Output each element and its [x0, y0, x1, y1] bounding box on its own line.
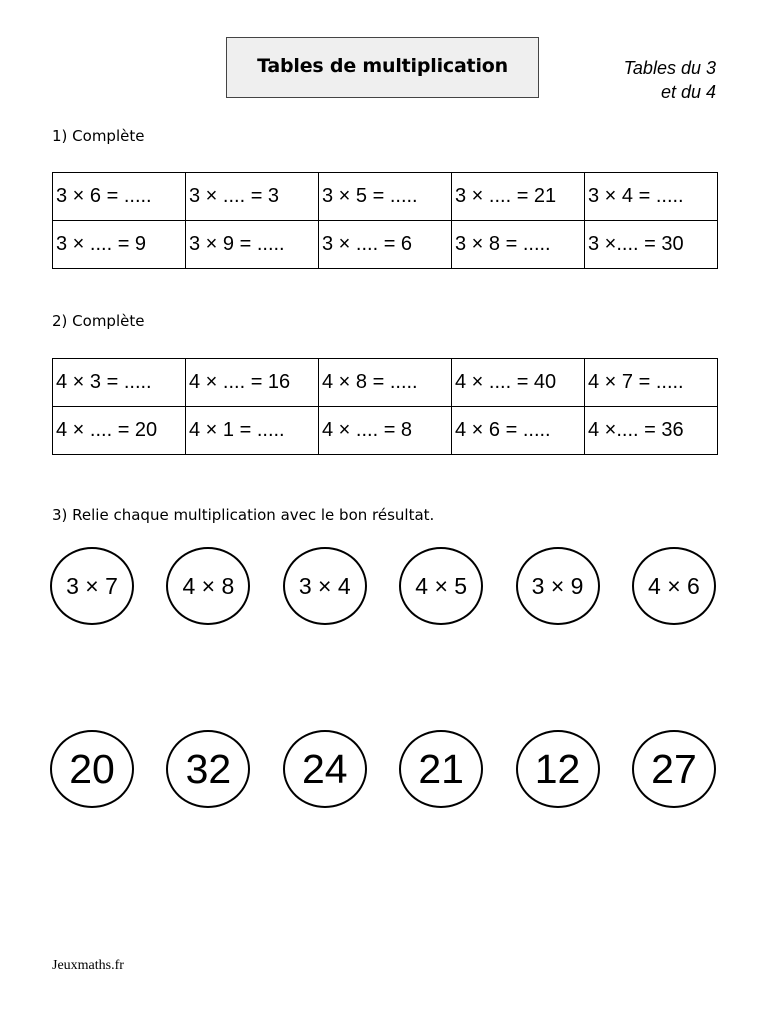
- table-3-exercise: [52, 172, 718, 269]
- subtitle-line-2: et du 4: [660, 82, 716, 102]
- table-row: [53, 407, 718, 455]
- subtitle-line-1: Tables du 3: [623, 58, 716, 78]
- table-cell[interactable]: 3 × .... = 6: [319, 221, 452, 269]
- table-cell[interactable]: 3 × 5 = .....: [319, 173, 452, 221]
- operation-circle[interactable]: 3 × 7: [50, 547, 134, 625]
- result-circle[interactable]: 27: [632, 730, 716, 808]
- result-circle[interactable]: 24: [283, 730, 367, 808]
- table-cell[interactable]: 3 × 9 = .....: [186, 221, 319, 269]
- table-4-exercise: [52, 358, 718, 455]
- table-cell[interactable]: 4 × 7 = .....: [585, 359, 718, 407]
- table-cell[interactable]: 4 × .... = 20: [53, 407, 186, 455]
- operation-circle[interactable]: 3 × 4: [283, 547, 367, 625]
- operation-circle[interactable]: 4 × 6: [632, 547, 716, 625]
- operation-circle[interactable]: 4 × 8: [166, 547, 250, 625]
- section-3-label: 3) Relie chaque multiplication avec le bon résultat.: [52, 506, 435, 524]
- result-circle[interactable]: 21: [399, 730, 483, 808]
- subtitle: [624, 56, 716, 104]
- section-2-label: 2) Complète: [52, 312, 145, 330]
- title-box: [226, 37, 539, 98]
- table-cell[interactable]: 4 × 1 = .....: [186, 407, 319, 455]
- table-cell[interactable]: 3 × 8 = .....: [452, 221, 585, 269]
- table-row: [53, 221, 718, 269]
- table-cell[interactable]: 3 × .... = 21: [452, 173, 585, 221]
- footer-site: Jeuxmaths.fr: [52, 958, 124, 973]
- table-cell[interactable]: 4 × .... = 40: [452, 359, 585, 407]
- table-row: [53, 359, 718, 407]
- result-circle[interactable]: 20: [50, 730, 134, 808]
- table-row: [53, 173, 718, 221]
- table-cell[interactable]: 4 × .... = 16: [186, 359, 319, 407]
- result-circles: [50, 730, 716, 808]
- table-cell[interactable]: 3 × .... = 3: [186, 173, 319, 221]
- result-circle[interactable]: 12: [516, 730, 600, 808]
- table-cell[interactable]: 4 × 8 = .....: [319, 359, 452, 407]
- section-1-label: 1) Complète: [52, 127, 145, 145]
- table-cell[interactable]: 4 × 3 = .....: [53, 359, 186, 407]
- page-title: Tables de multiplication: [257, 54, 508, 77]
- result-circle[interactable]: 32: [166, 730, 250, 808]
- operation-circle[interactable]: 4 × 5: [399, 547, 483, 625]
- operation-circles: [50, 547, 716, 625]
- table-cell[interactable]: 4 × 6 = .....: [452, 407, 585, 455]
- operation-circle[interactable]: 3 × 9: [516, 547, 600, 625]
- table-cell[interactable]: 3 × 6 = .....: [53, 173, 186, 221]
- table-cell[interactable]: 3 ×.... = 30: [585, 221, 718, 269]
- table-cell[interactable]: 3 × .... = 9: [53, 221, 186, 269]
- table-cell[interactable]: 4 ×.... = 36: [585, 407, 718, 455]
- table-cell[interactable]: 4 × .... = 8: [319, 407, 452, 455]
- table-cell[interactable]: 3 × 4 = .....: [585, 173, 718, 221]
